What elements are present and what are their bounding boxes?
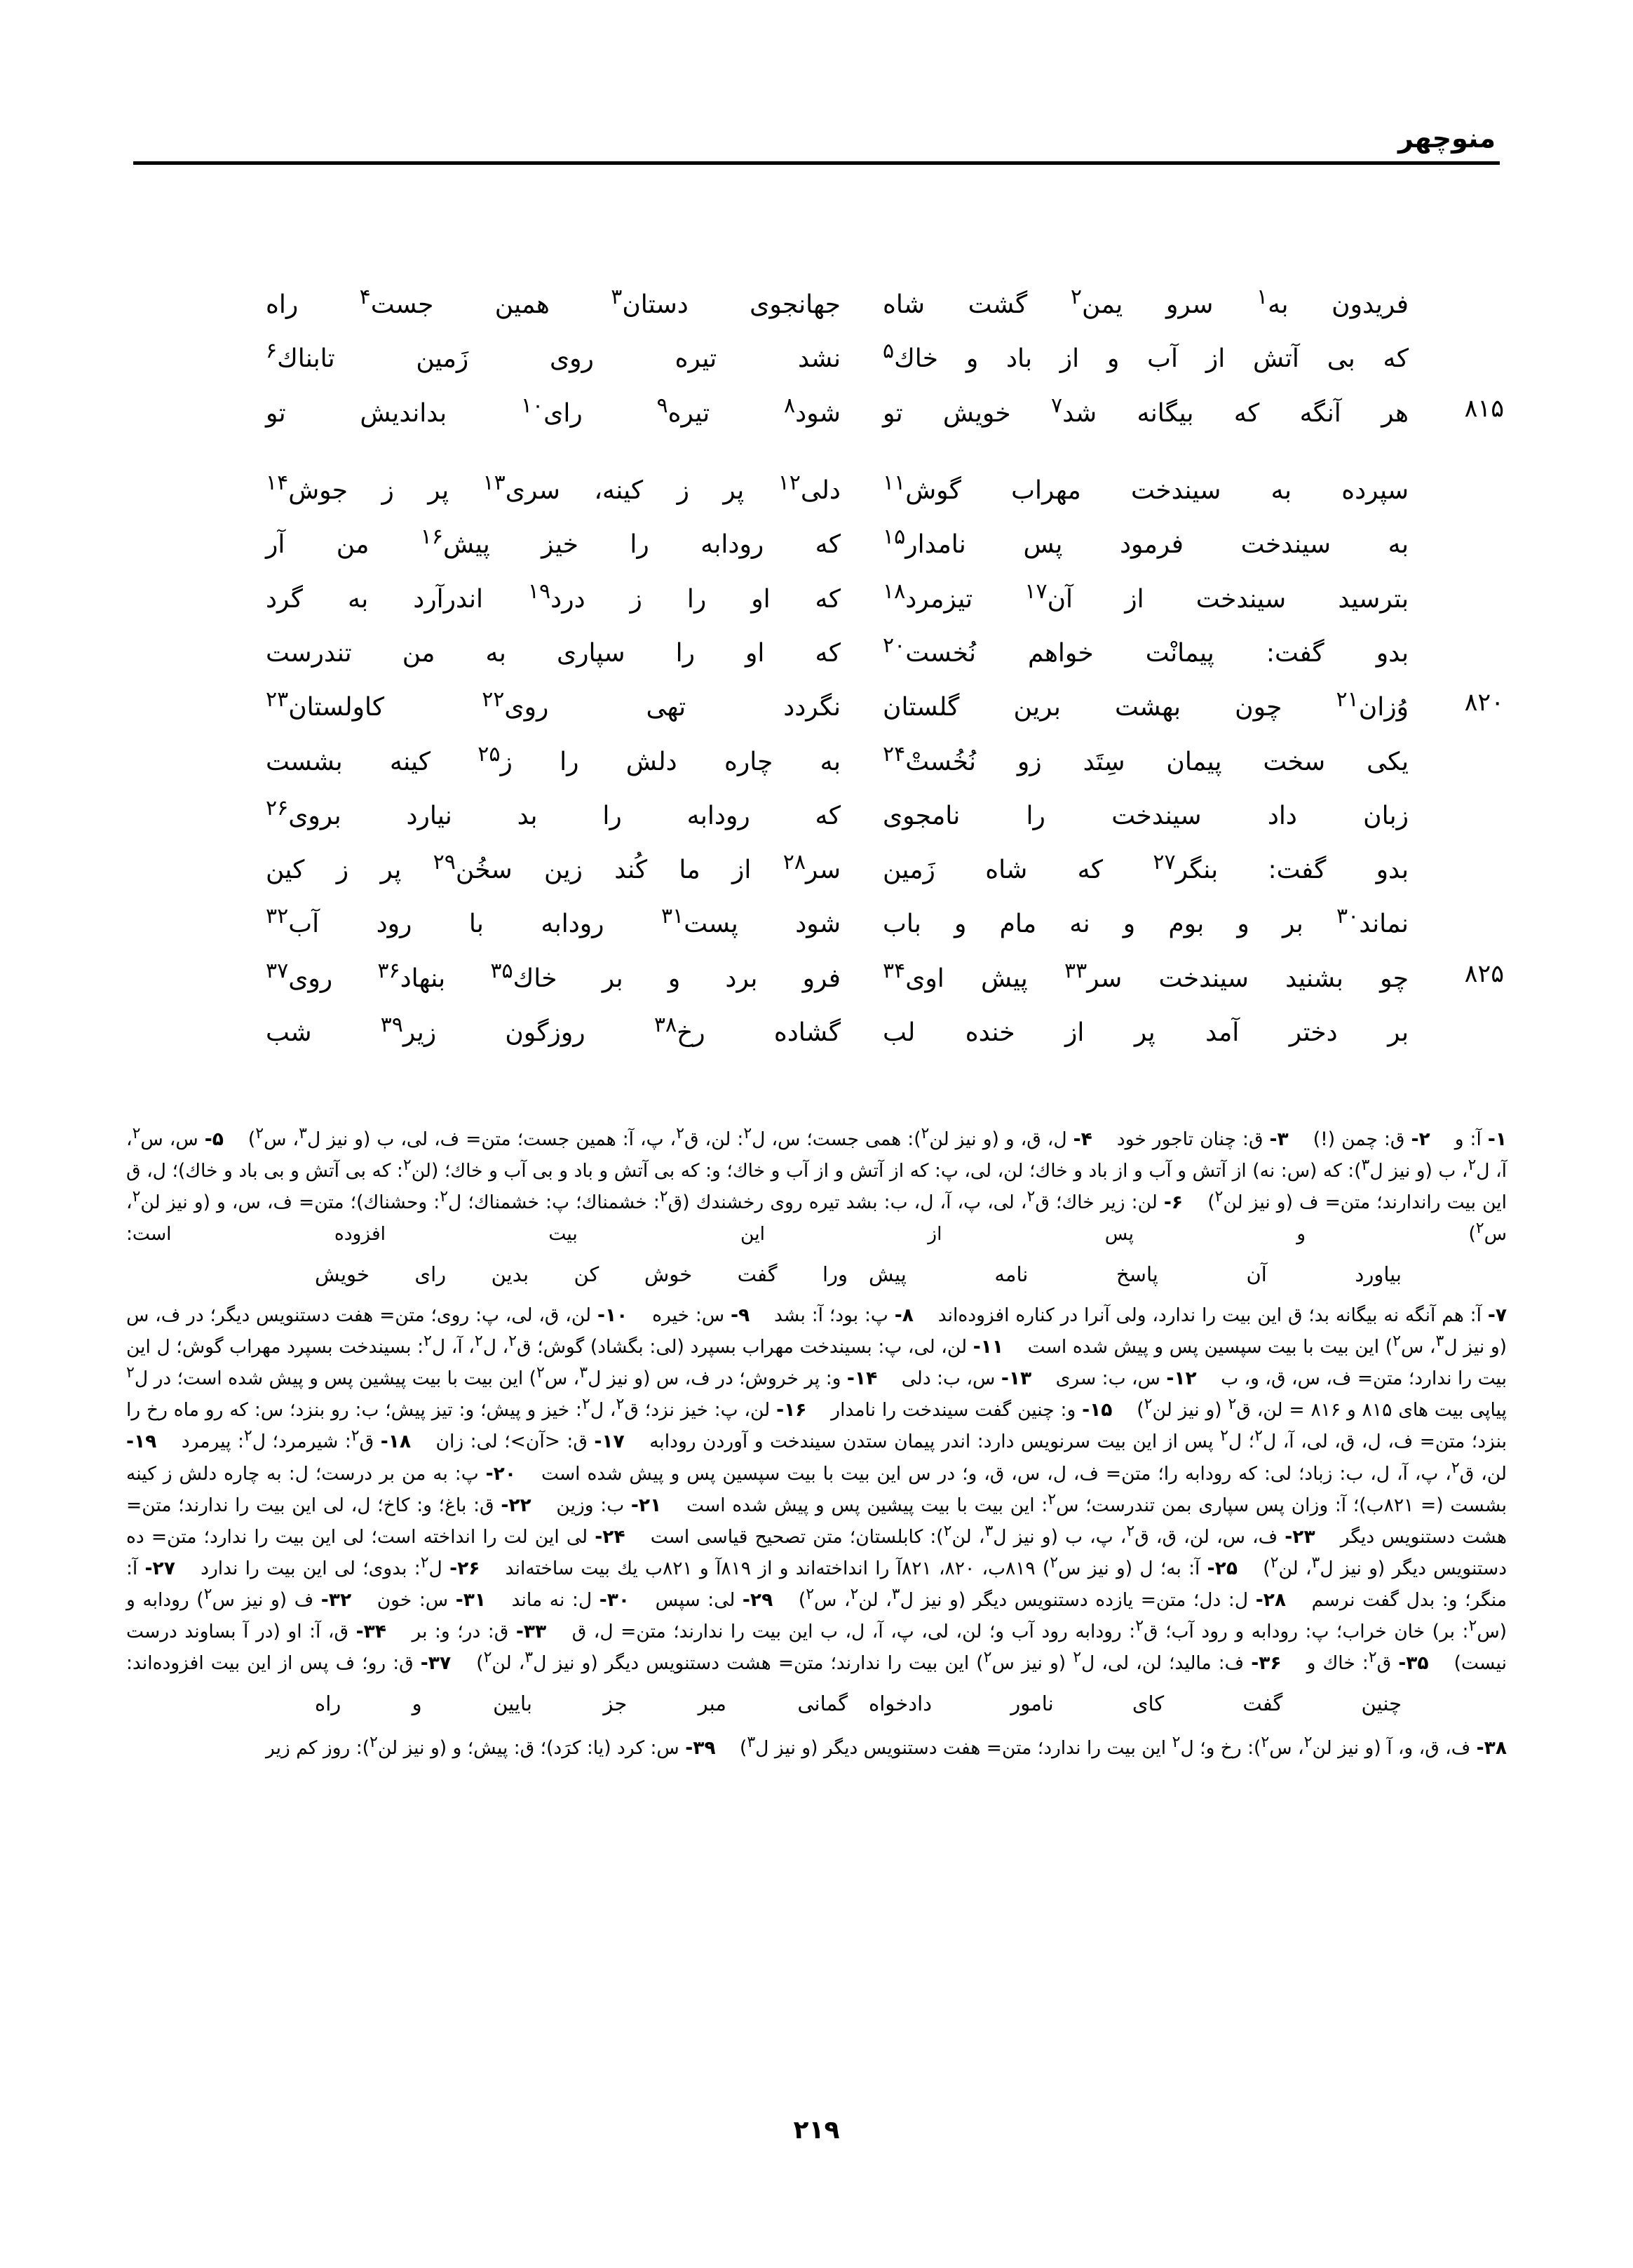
hemistich-first: یکی سخت پیمان سِتَد زو نُخُستْ$^{۲۴}$ [883,741,1409,776]
footnote-hemistich-second: ورا گفت خوش کن بدین رای خویش [315,1262,848,1287]
verse-group [133,466,1504,1053]
verse-line [133,792,1500,837]
hemistich-first: بر دختر آمد پر از خنده لب [883,1018,1409,1048]
verse-group [133,281,1504,434]
footnote-hemistich-second: گمانی مبر جز بایین و راه [315,1692,848,1716]
footnote-hemistich-first: بیاورد آن پاسخ نامه پیش [869,1262,1402,1287]
hemistich-second: گشاده رخ$^{۳۸}$ روزگون زیر$^{۳۹}$ شب [266,1013,841,1048]
verse-line [133,846,1500,891]
hemistich-first: بترسید سیندخت از آن$^{۱۷}$ تیزمرد$^{۱۸}$ [883,579,1409,614]
verse-line [133,520,1500,565]
hemistich-first: به سیندخت فرمود پس نامدار$^{۱۵}$ [883,525,1409,560]
hemistich-first: وُزان$^{۲۱}$ چون بهشت برین گلستان [883,687,1409,722]
hemistich-second: که رودابه را خیز پیش$^{۱۶}$ من آر [266,525,841,560]
verse-section [133,281,1504,1062]
hemistich-second: نگردد تهی روی$^{۲۲}$ کاولستان$^{۲۳}$ [266,687,841,722]
page-header [133,125,1500,209]
hemistich-second: سر$^{۲۸}$ از ما کُند زین سخُن$^{۲۹}$ پر ز کین [266,850,841,885]
hemistich-second: جهانجوی دستان$^۳$ همین جست$^۴$ راه [266,285,841,319]
verse-line [133,1008,1500,1053]
hemistich-second: نشد تیره روی زَمین تابناك$^۶$ [266,339,841,374]
hemistich-first: زبان داد سیندخت را نامجوی [883,801,1409,830]
footnote-verse-line [126,1260,1507,1290]
footnote-paragraph: ۱- آ: و ۲- ق: چمن (!) ۳- ق: چنان تاجور خود ۴- ل، ق، و (و نیز لن$^۲$): همی جست؛ س، ل$^۲$: لن، ق$^۲$، پ، آ: همین جست؛ متن= ف، لی، ب (و نیز ل$^۳$، س$^۲$) ۵- س، س$^۲$، آ، ل$^۲$، ب (و نیز ل$^۳$): که (س: نه) از آتش و آب و از باد و خاك؛ لن، لی، پ: که از آتش و از آب و خاك؛ و: که بی آتش و باد و بی آب و خاك؛ (لن$^۲$: که بی آتش و بی باد و خاك)؛ ل، ق این بیت راندارند؛ متن= ف (و نیز لن$^۲$) ۶- لن: زیر خاك؛ ق$^۲$، لی، پ، آ، ل، ب: بشد تیره روی رخشندك (ق$^۲$: خشمناك؛ پ: خشمناك؛ ل$^۲$: وحشناك)؛ متن= ف، س، و (و نیز لن$^۲$، س$^۲$) و پس از این بیت افزوده است: [126,1125,1507,1246]
hemistich-first: نماند$^{۳۰}$ بر و بوم و نه مام و باب [883,904,1409,939]
hemistich-first: که بی آتش از آب و از باد و خاك$^۵$ [883,339,1409,374]
footnote-paragraph: ۳۸- ف، ق، و، آ (و نیز لن$^۲$، س$^۲$): رخ و؛ ل$^۲$ این بیت را ندارد؛ متن= هفت دستنویس دیگر (و نیز ل$^۳$) ۳۹- س: کرد (یا: کرَد)؛ ق: پیش؛ و (و نیز لن$^۲$): روز کم زیر [266,1733,1507,1759]
page-number: ۲۱۹ [793,2116,840,2145]
hemistich-first: فریدون به$^۱$ سرو یمن$^۲$ گشت شاه [883,285,1409,319]
verse-number: ۸۲۰ [1464,689,1504,717]
verse-line [133,575,1500,620]
header-divider-rule [133,161,1500,165]
footnote-hemistich-first: چنین گفت کای نامور دادخواه [869,1692,1402,1716]
hemistich-second: شود پست$^{۳۱}$ رودابه با رود آب$^{۳۲}$ [266,904,841,939]
hemistich-second: فرو برد و بر خاك$^{۳۵}$ بنهاد$^{۳۶}$ روی$^{۳۷}$ [266,958,841,993]
verse-line [133,629,1500,674]
verse-line [133,389,1504,434]
verse-line [133,738,1500,783]
footnote-paragraph: ۷- آ: هم آنگه نه بیگانه بد؛ ق این بیت را ندارد، ولی آنرا در کناره افزوده‌اند ۸- پ: بود؛ آ: بشد ۹- س: خیره ۱۰- لن، ق، لی، پ: روی؛ متن= هفت دستنویس دیگر؛ در ف، س (و نیز ل$^۳$، س$^۲$) این بیت با بیت سپسین پس و پیش شده است ۱۱- لن، لی، پ: بسیندخت مهراب بسپرد (لی: بگشاد) گوش؛ ق$^۲$، ل$^۲$، آ، ل$^۲$: بسیندخت بسپرد مهراب گوش؛ ل این بیت را ندارد؛ متن= ف، س، ق، و، ب ۱۲- س، ب: سری ۱۳- س، ب: دلی ۱۴- و: پر خروش؛ در ف، س (و نیز ل$^۳$، س$^۲$) این بیت با بیت پیشین پس و پیش شده است؛ در ل$^۲$ پیاپی بیت های ۸۱۵ و ۸۱۶ = لن، ق$^۲$ (و نیز لن$^۲$) ۱۵- و: چنین گفت سیندخت را نامدار ۱۶- لن، پ: خیز نزد؛ ق$^۲$، ل$^۲$: خیز و پیش؛ و: تیز پیش؛ ب: رو بنزد؛ س: که رو ماه رخ را بنزد؛ متن= ف، ل، ق، لی، آ، ل$^۲$؛ ل$^۲$ پس از این بیت سرنویس دارد: اندر پیمان ستدن سیندخت و آوردن رودابه ۱۷- ق: <آن>؛ لی: زان ۱۸- ق$^۲$: شیرمرد؛ ل$^۲$: پیرمرد ۱۹- لن، ق$^۲$، پ، آ، ل، ب: زباد؛ لی: که رودابه را؛ متن= ف، ل، س، ق، و؛ در س این بیت با بیت سپسین پس و پیش شده است ۲۰- پ: به من بر درست؛ ل: به چاره دلش ز کینه بشست (= ۸۲۱ب)؛ آ: وزان پس سپاری بمن تندرست؛ س$^۲$: این بیت با بیت پیشین پس و پیش شده است ۲۱- ب: وزین ۲۲- ق: باغ؛ و: کاخ؛ ل، لی این بیت را ندارند؛ متن= هشت دستنویس دیگر ۲۳- ف، س، لن، ق، ق$^۲$، پ، ب (و نیز ل$^۳$، لن$^۲$): کابلستان؛ متن تصحیح قیاسی است ۲۴- لی این لت را انداخته است؛ لی این بیت را ندارد؛ متن= ده دستنویس دیگر (و نیز ل$^۳$، لن$^۲$) ۲۵- آ: به؛ ل (و نیز س$^۲$) ۸۱۹ب، ۸۲۰، ۸۲۱آ را انداخته‌اند و از ۸۱۹آ و ۸۲۱ب یك بیت ساخته‌اند ۲۶- ل$^۲$: بدوی؛ لی این بیت را ندارد ۲۷- آ: منگر؛ و: بدل گفت نرسم ۲۸- ل: دل؛ متن= یازده دستنویس دیگر (و نیز ل$^۳$، لن$^۲$، س$^۲$) ۲۹- لی: سپس ۳۰- ل: نه ماند ۳۱- س: خون ۳۲- ف (و نیز س$^۲$) رودابه و (س$^۲$: بر) خان خراب؛ پ: رودابه و رود آب؛ ق$^۲$: رودابه رود آب و؛ لن، لی، پ، آ، ل، ب این بیت را ندارند؛ متن= ل، ق ۳۳- ق: در؛ و: بر ۳۴- ق، آ: او (در آ بساوند درست نیست) ۳۵- ق$^۲$: خاك و ۳۶- ف: مالید؛ لن، لی، ل$^۲$ (و نیز س$^۲$) این بیت را ندارند؛ متن= هشت دستنویس دیگر (و نیز ل$^۳$، لن$^۲$) ۳۷- ق: رو؛ ف پس از این بیت افزوده‌اند: [126,1304,1507,1674]
verse-number: ۸۲۵ [1464,959,1504,988]
verse-line [133,281,1500,325]
verse-line [133,466,1500,511]
hemistich-second: که او را سپاری به من تندرست [266,638,841,668]
verse-line [133,335,1500,379]
verse-line [133,683,1504,728]
hemistich-second: دلی$^{۱۲}$ پر ز کینه، سری$^{۱۳}$ پر ز جوش$^{۱۴}$ [266,470,841,505]
footnote-apparatus [126,1122,1507,1763]
verse-line [133,954,1504,999]
running-title: منوچهر [1398,123,1496,154]
hemistich-first: بدو گفت: پیمانْت خواهم نُخست$^{۲۰}$ [883,633,1409,668]
verse-number: ۸۱۵ [1464,394,1504,423]
hemistich-first: سپرده به سیندخت مهراب گوش$^{۱۱}$ [883,470,1409,505]
hemistich-second: شود$^۸$ تیره$^۹$ رای$^{۱۰}$ بداندیش تو [266,393,841,428]
hemistich-second: که رودابه را بد نیارد بروی$^{۲۶}$ [266,795,841,830]
footnote-verse-line [126,1689,1507,1720]
hemistich-first: هر آنگه که بیگانه شد$^۷$ خویش تو [883,393,1409,428]
hemistich-first: بدو گفت: بنگر$^{۲۷}$ که شاه زَمین [883,850,1409,885]
hemistich-second: که او را ز درد$^{۱۹}$ اندرآرد به گرد [266,579,841,614]
hemistich-second: به چاره دلش را ز$^{۲۵}$ کینه بشست [266,741,841,776]
verse-line [133,900,1500,945]
hemistich-first: چو بشنید سیندخت سر$^{۳۳}$ پیش اوی$^{۳۴}$ [883,958,1409,993]
